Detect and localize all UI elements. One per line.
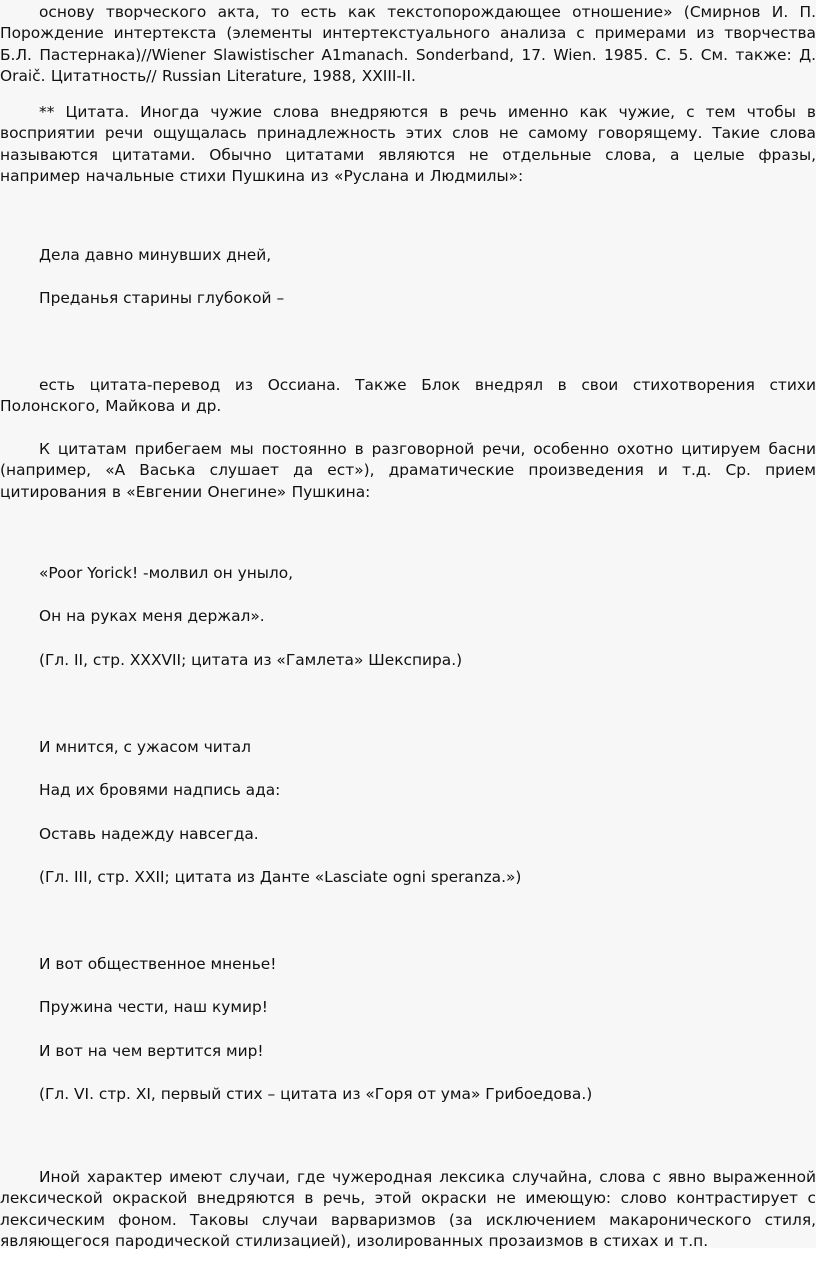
hamlet-quote-line: «Poor Yorick! -молвил он уныло,	[39, 564, 294, 582]
closing-paragraph: Иной характер имеют случаи, где чужеродная лексика случайна, слова с явно выраженной лексической окраской внедряются в речь, этой окраски не имеющую: слово контрастирует с лексическим фоном. Таковы случаи варваризмов (за исключением макаронического стиля, являющегося пародической стилизацией), изолированных прозаизмов в стихах и т.п.	[0, 1168, 816, 1250]
intro-paragraph: основу творческого акта, то есть как текстопорождающее отношение» (Смирнов И. П. Порождение интертекста (элементы интертекстуального анализа с примерами из творчества Б.Л. Пастернака)//Wiener Slawistischer A1manach. Sonderband, 17. Wien. 1985. С. 5. См. также: Д. Oraič. Цитатность// Russian Literature, 1988, XXIII-II.	[0, 3, 816, 85]
griboedov-quote-line: Пружина чести, наш кумир!	[39, 998, 268, 1016]
conversation-paragraph: К цитатам прибегаем мы постоянно в разговорной речи, особенно охотно цитируем басни (например, «А Васька слушает да ест»), драматические произведения и т.д. Ср. прием цитирования в «Евгении Онегине» Пушкина:	[0, 440, 816, 501]
hamlet-quote-line: Он на руках меня держал».	[39, 607, 265, 625]
ruslan-verse-line: Дела давно минувших дней,	[39, 246, 272, 264]
dante-quote-line: И мнится, с ужасом читал	[39, 738, 252, 756]
griboedov-quote-line: И вот общественное мненье!	[39, 955, 277, 973]
ruslan-verse-line: Преданья старины глубокой –	[39, 289, 285, 307]
dante-quote-line: Оставь надежду навсегда.	[39, 825, 259, 843]
ossian-paragraph: есть цитата-перевод из Оссиана. Также Блок внедрял в свои стихотворения стихи Полонского, Майкова и др.	[0, 376, 816, 416]
griboedov-quote-line: И вот на чем вертится мир!	[39, 1042, 264, 1060]
dante-quote-source: (Гл. III, стр. XXII; цитата из Данте «Lasciate ogni speranza.»)	[39, 868, 522, 886]
hamlet-quote-source: (Гл. II, стр. XXXVII; цитата из «Гамлета» Шекспира.)	[39, 651, 463, 669]
griboedov-quote-source: (Гл. VI. стр. XI, первый стих – цитата из «Горя от ума» Грибоедова.)	[39, 1085, 593, 1103]
footnote-paragraph: ** Цитата. Иногда чужие слова внедряются в речь именно как чужие, с тем чтобы в восприятии речи ощущалась принадлежность этих слов не самому говорящему. Такие слова называются цитатами. Обычно цитатами являются не отдельные слова, а целые фразы, например начальные стихи Пушкина из «Руслана и Людмилы»:	[0, 103, 816, 185]
dante-quote-line: Над их бровями надпись ада:	[39, 781, 281, 799]
